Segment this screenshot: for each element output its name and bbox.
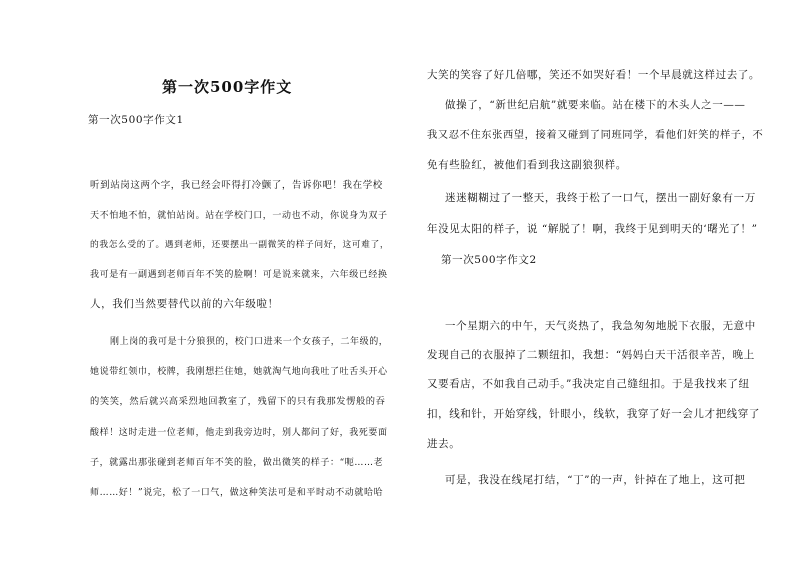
section-heading-1: 第一次500字作文1	[88, 114, 184, 126]
paragraph-line: 的我怎么受的了。遇到老师，还要摆出一副微笑的样子问好，这可难了，	[90, 240, 390, 250]
paragraph-line: 又要看店，不如我自己动手。”我决定自己缝纽扣。于是我找来了纽	[427, 378, 750, 390]
paragraph-line: 年没见太阳的样子，说 “解脱了！啊，我终于见到明天的‘曙光了！”	[427, 223, 758, 235]
paragraph-line: 迷迷糊糊过了一整天，我终于松了一口气，摆出一副好象有一万	[445, 192, 756, 204]
section-heading-2: 第一次500字作文2	[441, 254, 537, 266]
paragraph-line: 发现自己的衣服掉了二颗纽扣，我想：“妈妈白天干活很辛苦，晚上	[427, 349, 755, 361]
paragraph-line: 可是，我没在线尾打结，“丁”的一声，针掉在了地上，这可把	[445, 474, 746, 486]
paragraph-line: 扣，线和针，开始穿线，针眼小，线软，我穿了好一会儿才把线穿了	[427, 408, 760, 420]
paragraph-line: 听到站岗这两个字，我已经会吓得打冷颤了，告诉你吧！我在学校	[90, 180, 383, 191]
paragraph-line: 一个星期六的中午，天气炎热了，我急匆匆地脱下衣服，无意中	[445, 320, 756, 332]
paragraph-line: 刚上岗的我可是十分狼狈的，校门口进来一个女孩子，二年级的，	[110, 337, 389, 347]
paragraph-line: 师……好！”说完，松了一口气，做这种笑法可是和平时动不动就哈哈	[90, 488, 384, 498]
document-title: 第一次500字作文	[162, 78, 293, 96]
paragraph-line: 天不怕地不怕，就怕站岗。站在学校门口，一动也不动，你说身为双子	[90, 211, 388, 221]
paragraph-line: 酸样！这时走进一位老师，他走到我旁边时，别人都问了好，我死要面	[90, 428, 388, 438]
paragraph-line: 进去。	[427, 438, 461, 450]
paragraph-line: 我又忍不住东张西望，接着又碰到了同班同学，看他们奸笑的样子，不	[427, 129, 764, 141]
paragraph-line: 子，就露出那张碰到老师百年不笑的脸，做出微笑的样子：“呃……老	[90, 458, 384, 468]
paragraph-line: 免有些脸红，被他们看到我这副狼狈样。	[427, 159, 627, 171]
paragraph-line: 人，我们当然要替代以前的六年级啦！	[90, 298, 279, 310]
paragraph-line: 我可是有一副遇到老师百年不笑的脸啊！可是说来就来，六年级已经换	[90, 270, 388, 280]
paragraph-line: 大笑的笑容了好几倍哪，笑还不如哭好看！一个早晨就这样过去了。	[427, 69, 760, 81]
paragraph-line: 她说带红领巾，校牌，我刚想拦住她，她就淘气地向我吐了吐舌头开心	[90, 367, 388, 377]
paragraph-line: 的笑笑，然后就兴高采烈地回教室了，残留下的只有我那发愣般的吞	[90, 396, 386, 407]
paragraph-line: 做操了，“新世纪启航”就要来临。站在楼下的木头人之一——	[445, 99, 746, 111]
